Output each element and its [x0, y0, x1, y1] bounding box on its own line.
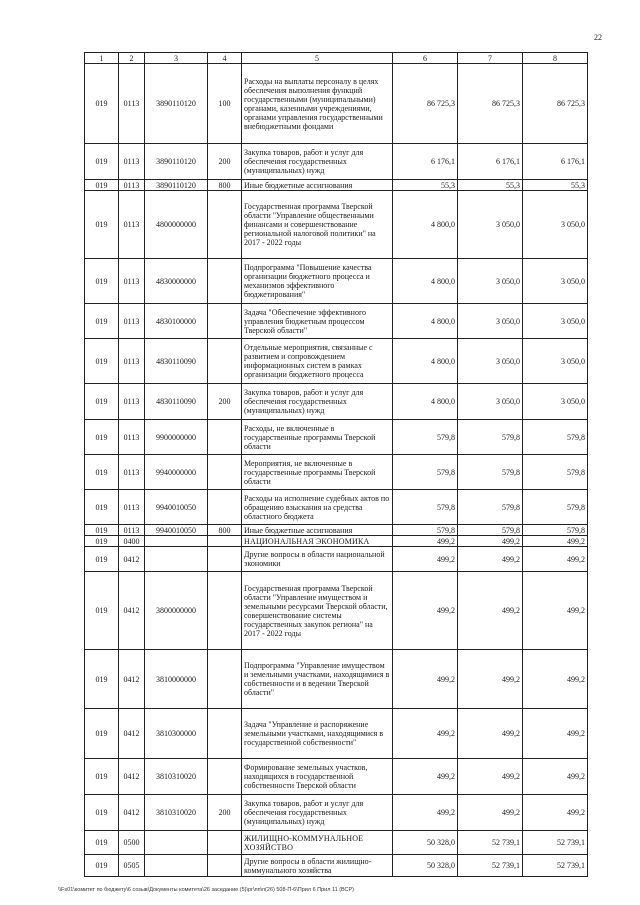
amount-cell-col8: 579,8	[523, 525, 588, 536]
table-row	[85, 490, 588, 525]
file-path-footer: \\Fs01\комитет по бюджету\6 созыв\Документы комитета\26 заседание (5)\рг\пп\п(26) 508-П-6\Прил 6 Прил 11 (ВСР)	[58, 887, 355, 893]
amount-cell-col8: 55,3	[523, 180, 588, 191]
description-cell: Закупка товаров, работ и услуг для обеспечения государственных (муниципальных) нужд	[242, 795, 393, 831]
expense-type-cell	[208, 831, 242, 855]
description-cell: Закупка товаров, работ и услуг для обеспечения государственных (муниципальных) нужд	[242, 144, 393, 180]
amount-cell-col8: 499,2	[523, 650, 588, 709]
admin-code-cell: 019	[85, 650, 119, 709]
section-code-cell: 0113	[119, 384, 145, 420]
table-row	[85, 191, 588, 259]
target-article-cell: 3810300000	[145, 709, 208, 759]
amount-cell-col6: 499,2	[393, 536, 458, 547]
section-code-cell: 0412	[119, 795, 145, 831]
admin-code-cell: 019	[85, 547, 119, 572]
amount-cell-col7: 3 050,0	[458, 339, 523, 384]
table-row	[85, 455, 588, 490]
description-cell: Подпрограмма "Управление имуществом и земельными участками, находящимися в собственности и в ведении Тверской области"	[242, 650, 393, 709]
amount-cell-col6: 4 800,0	[393, 384, 458, 420]
amount-cell-col6: 499,2	[393, 650, 458, 709]
amount-cell-col8: 3 050,0	[523, 384, 588, 420]
section-code-cell: 0113	[119, 304, 145, 339]
target-article-cell	[145, 536, 208, 547]
description-cell: Задача "Управление и распоряжение земельными участками, находящимися в государственной собственности"	[242, 709, 393, 759]
expense-type-cell	[208, 855, 242, 877]
table-row	[85, 144, 588, 180]
target-article-cell: 4830110090	[145, 339, 208, 384]
amount-cell-col6: 499,2	[393, 795, 458, 831]
amount-cell-col7: 55,3	[458, 180, 523, 191]
section-code-cell: 0412	[119, 759, 145, 795]
amount-cell-col7: 579,8	[458, 490, 523, 525]
target-article-cell: 4800000000	[145, 191, 208, 259]
description-cell: Расходы на исполнение судебных актов по обращению взыскания на средства областного бюджета	[242, 490, 393, 525]
expense-type-cell: 200	[208, 795, 242, 831]
expense-type-cell	[208, 759, 242, 795]
header-cell: 6	[393, 53, 458, 64]
description-cell: Расходы, не включенные в государственные программы Тверской области	[242, 420, 393, 455]
section-code-cell: 0400	[119, 536, 145, 547]
expense-type-cell	[208, 259, 242, 304]
admin-code-cell: 019	[85, 490, 119, 525]
target-article-cell: 4830100000	[145, 304, 208, 339]
amount-cell-col7: 579,8	[458, 455, 523, 490]
amount-cell-col6: 50 328,0	[393, 831, 458, 855]
amount-cell-col7: 499,2	[458, 709, 523, 759]
description-cell: Другие вопросы в области национальной экономики	[242, 547, 393, 572]
amount-cell-col8: 579,8	[523, 490, 588, 525]
amount-cell-col6: 499,2	[393, 759, 458, 795]
header-cell: 7	[458, 53, 523, 64]
section-code-cell: 0412	[119, 547, 145, 572]
amount-cell-col7: 499,2	[458, 572, 523, 650]
amount-cell-col7: 499,2	[458, 795, 523, 831]
description-cell: Другие вопросы в области жилищно-коммунального хозяйства	[242, 855, 393, 877]
header-cell: 3	[145, 53, 208, 64]
amount-cell-col8: 86 725,3	[523, 64, 588, 144]
description-cell: НАЦИОНАЛЬНАЯ ЭКОНОМИКА	[242, 536, 393, 547]
amount-cell-col6: 579,8	[393, 525, 458, 536]
expense-type-cell: 200	[208, 144, 242, 180]
admin-code-cell: 019	[85, 420, 119, 455]
amount-cell-col6: 579,8	[393, 420, 458, 455]
amount-cell-col8: 3 050,0	[523, 304, 588, 339]
expense-type-cell	[208, 455, 242, 490]
amount-cell-col8: 3 050,0	[523, 339, 588, 384]
section-code-cell: 0113	[119, 420, 145, 455]
admin-code-cell: 019	[85, 525, 119, 536]
admin-code-cell: 019	[85, 180, 119, 191]
section-code-cell: 0113	[119, 144, 145, 180]
amount-cell-col7: 6 176,1	[458, 144, 523, 180]
section-code-cell: 0113	[119, 339, 145, 384]
expense-type-cell	[208, 547, 242, 572]
target-article-cell: 3810310020	[145, 759, 208, 795]
budget-table	[84, 52, 588, 877]
admin-code-cell: 019	[85, 572, 119, 650]
target-article-cell: 3890110120	[145, 64, 208, 144]
admin-code-cell: 019	[85, 144, 119, 180]
table-row	[85, 420, 588, 455]
table-row	[85, 536, 588, 547]
amount-cell-col8: 499,2	[523, 536, 588, 547]
section-code-cell: 0412	[119, 572, 145, 650]
amount-cell-col6: 4 800,0	[393, 304, 458, 339]
amount-cell-col7: 579,8	[458, 525, 523, 536]
table-row	[85, 64, 588, 144]
section-code-cell: 0113	[119, 191, 145, 259]
admin-code-cell: 019	[85, 795, 119, 831]
amount-cell-col8: 52 739,1	[523, 831, 588, 855]
page-number: 22	[594, 33, 602, 42]
amount-cell-col6: 499,2	[393, 547, 458, 572]
amount-cell-col6: 50 328,0	[393, 855, 458, 877]
amount-cell-col6: 579,8	[393, 455, 458, 490]
expense-type-cell	[208, 490, 242, 525]
table-row	[85, 855, 588, 877]
amount-cell-col7: 499,2	[458, 650, 523, 709]
expense-type-cell: 100	[208, 64, 242, 144]
amount-cell-col8: 3 050,0	[523, 259, 588, 304]
section-code-cell: 0113	[119, 64, 145, 144]
amount-cell-col6: 6 176,1	[393, 144, 458, 180]
amount-cell-col6: 4 800,0	[393, 191, 458, 259]
table-row	[85, 759, 588, 795]
table-row	[85, 339, 588, 384]
description-cell: Государственная программа Тверской области "Управление имуществом и земельными ресурсами Тверской области, совершенствование системы государственных закупок региона" на 2017 - 2022 годы	[242, 572, 393, 650]
target-article-cell: 9900000000	[145, 420, 208, 455]
header-cell: 5	[242, 53, 393, 64]
table-row	[85, 709, 588, 759]
description-cell: Мероприятия, не включенные в государственные программы Тверской области	[242, 455, 393, 490]
header-cell: 8	[523, 53, 588, 64]
amount-cell-col8: 499,2	[523, 709, 588, 759]
amount-cell-col8: 499,2	[523, 795, 588, 831]
description-cell: Подпрограмма "Повышение качества организации бюджетного процесса и механизмов эффективного бюджетирования"	[242, 259, 393, 304]
table-row	[85, 650, 588, 709]
admin-code-cell: 019	[85, 339, 119, 384]
expense-type-cell: 200	[208, 384, 242, 420]
target-article-cell: 3800000000	[145, 572, 208, 650]
table-row	[85, 547, 588, 572]
amount-cell-col6: 499,2	[393, 572, 458, 650]
target-article-cell	[145, 547, 208, 572]
expense-type-cell	[208, 191, 242, 259]
target-article-cell: 3810310020	[145, 795, 208, 831]
table-row	[85, 525, 588, 536]
description-cell: Иные бюджетные ассигнования	[242, 525, 393, 536]
amount-cell-col8: 52 739,1	[523, 855, 588, 877]
amount-cell-col8: 579,8	[523, 455, 588, 490]
amount-cell-col8: 499,2	[523, 572, 588, 650]
amount-cell-col8: 6 176,1	[523, 144, 588, 180]
table-row	[85, 180, 588, 191]
expense-type-cell: 800	[208, 525, 242, 536]
table-row	[85, 304, 588, 339]
target-article-cell: 3890110120	[145, 180, 208, 191]
expense-type-cell: 800	[208, 180, 242, 191]
expense-type-cell	[208, 304, 242, 339]
section-code-cell: 0113	[119, 490, 145, 525]
description-cell: Иные бюджетные ассигнования	[242, 180, 393, 191]
table-row	[85, 795, 588, 831]
table-row	[85, 259, 588, 304]
section-code-cell: 0505	[119, 855, 145, 877]
amount-cell-col6: 579,8	[393, 490, 458, 525]
section-code-cell: 0113	[119, 455, 145, 490]
description-cell: Отдельные мероприятия, связанные с развитием и сопровождением информационных систем в рамках организации бюджетного процесса	[242, 339, 393, 384]
admin-code-cell: 019	[85, 259, 119, 304]
admin-code-cell: 019	[85, 455, 119, 490]
amount-cell-col6: 4 800,0	[393, 339, 458, 384]
amount-cell-col8: 579,8	[523, 420, 588, 455]
expense-type-cell	[208, 420, 242, 455]
target-article-cell: 4830110090	[145, 384, 208, 420]
header-row	[85, 53, 588, 64]
description-cell: Государственная программа Тверской области "Управление общественными финансами и совершенствование региональной налоговой политики" на 2017 - 2022 годы	[242, 191, 393, 259]
target-article-cell: 4830000000	[145, 259, 208, 304]
amount-cell-col7: 3 050,0	[458, 191, 523, 259]
amount-cell-col7: 52 739,1	[458, 831, 523, 855]
amount-cell-col7: 499,2	[458, 536, 523, 547]
amount-cell-col7: 3 050,0	[458, 259, 523, 304]
amount-cell-col7: 499,2	[458, 759, 523, 795]
expense-type-cell	[208, 650, 242, 709]
amount-cell-col7: 579,8	[458, 420, 523, 455]
header-cell: 2	[119, 53, 145, 64]
section-code-cell: 0500	[119, 831, 145, 855]
amount-cell-col6: 499,2	[393, 709, 458, 759]
admin-code-cell: 019	[85, 709, 119, 759]
section-code-cell: 0113	[119, 180, 145, 191]
description-cell: ЖИЛИЩНО-КОММУНАЛЬНОЕ ХОЗЯЙСТВО	[242, 831, 393, 855]
amount-cell-col7: 86 725,3	[458, 64, 523, 144]
amount-cell-col7: 52 739,1	[458, 855, 523, 877]
expense-type-cell	[208, 709, 242, 759]
table-row	[85, 831, 588, 855]
description-cell: Расходы на выплаты персоналу в целях обеспечения выполнения функций государственными (муниципальными) органами, казенными учреждениями, органами управления государственными внебюджетными фондами	[242, 64, 393, 144]
admin-code-cell: 019	[85, 384, 119, 420]
section-code-cell: 0412	[119, 650, 145, 709]
section-code-cell: 0113	[119, 259, 145, 304]
amount-cell-col6: 4 800,0	[393, 259, 458, 304]
amount-cell-col7: 499,2	[458, 547, 523, 572]
target-article-cell: 3810000000	[145, 650, 208, 709]
section-code-cell: 0412	[119, 709, 145, 759]
target-article-cell	[145, 831, 208, 855]
table-row	[85, 572, 588, 650]
target-article-cell	[145, 855, 208, 877]
admin-code-cell: 019	[85, 831, 119, 855]
admin-code-cell: 019	[85, 855, 119, 877]
expense-type-cell	[208, 339, 242, 384]
description-cell: Формирование земельных участков, находящихся в государственной собственности Тверской области	[242, 759, 393, 795]
admin-code-cell: 019	[85, 759, 119, 795]
amount-cell-col6: 55,3	[393, 180, 458, 191]
amount-cell-col8: 3 050,0	[523, 191, 588, 259]
expense-type-cell	[208, 536, 242, 547]
admin-code-cell: 019	[85, 304, 119, 339]
amount-cell-col7: 3 050,0	[458, 304, 523, 339]
expense-type-cell	[208, 572, 242, 650]
description-cell: Закупка товаров, работ и услуг для обеспечения государственных (муниципальных) нужд	[242, 384, 393, 420]
description-cell: Задача "Обеспечение эффективного управления бюджетным процессом Тверской области"	[242, 304, 393, 339]
amount-cell-col8: 499,2	[523, 759, 588, 795]
target-article-cell: 9940010050	[145, 525, 208, 536]
target-article-cell: 9940010050	[145, 490, 208, 525]
admin-code-cell: 019	[85, 191, 119, 259]
admin-code-cell: 019	[85, 64, 119, 144]
amount-cell-col7: 3 050,0	[458, 384, 523, 420]
amount-cell-col8: 499,2	[523, 547, 588, 572]
table-row	[85, 384, 588, 420]
header-cell: 1	[85, 53, 119, 64]
target-article-cell: 9940000000	[145, 455, 208, 490]
header-cell: 4	[208, 53, 242, 64]
admin-code-cell: 019	[85, 536, 119, 547]
section-code-cell: 0113	[119, 525, 145, 536]
target-article-cell: 3890110120	[145, 144, 208, 180]
amount-cell-col6: 86 725,3	[393, 64, 458, 144]
